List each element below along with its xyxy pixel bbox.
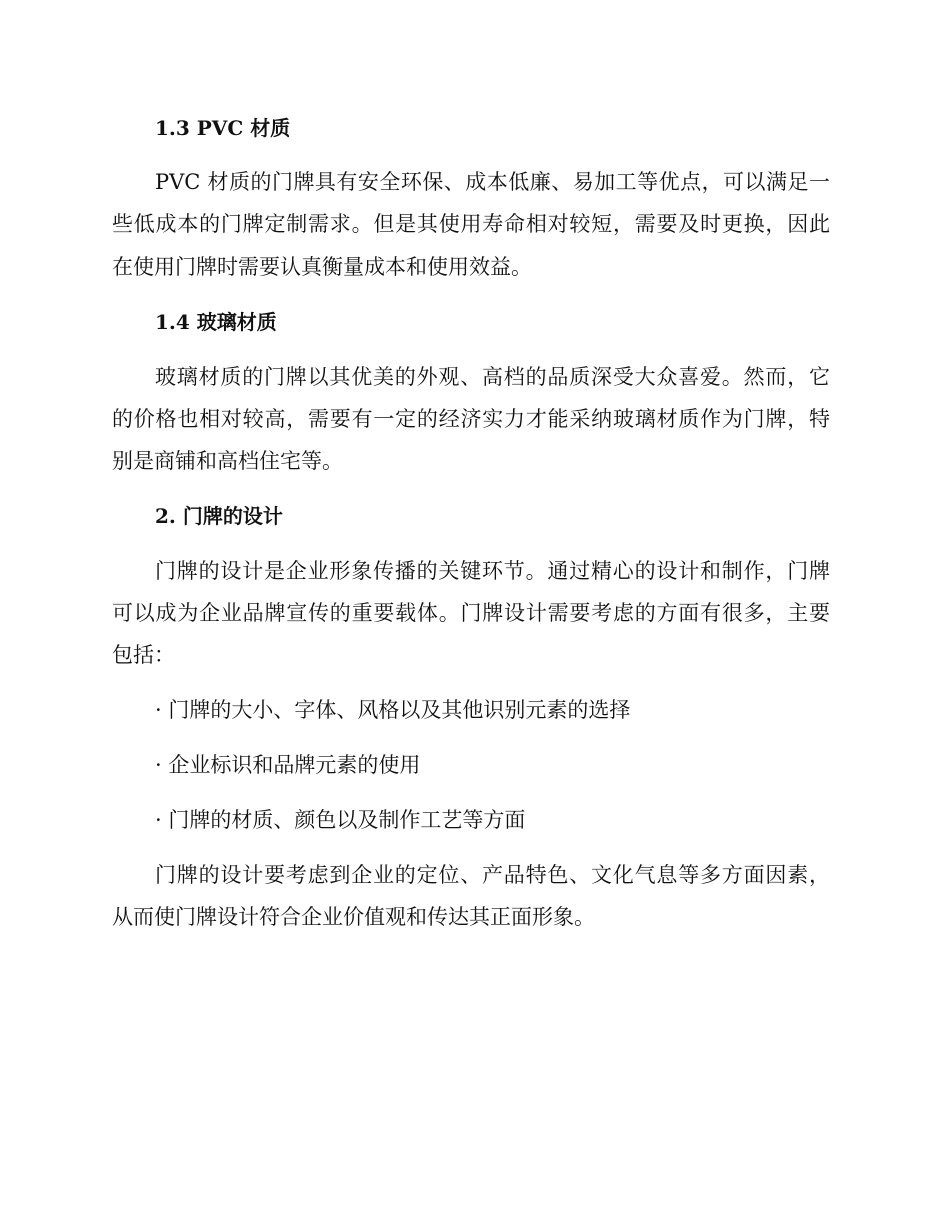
paragraph-line: 的价格也相对较高，需要有一定的经济实力才能采纳玻璃材质作为门牌，特	[112, 407, 830, 431]
paragraph-line: 玻璃材质的门牌以其优美的外观、高档的品质深受大众喜爱。然而，它	[155, 365, 830, 389]
section-heading-glass: 1.4 玻璃材质	[155, 310, 277, 334]
paragraph-line: 可以成为企业品牌宣传的重要载体。门牌设计需要考虑的方面有很多，主要	[112, 601, 830, 625]
paragraph-line: 别是商铺和高档住宅等。	[112, 449, 343, 473]
bullet-item: · 企业标识和品牌元素的使用	[155, 753, 421, 777]
section-heading-pvc: 1.3 PVC 材质	[155, 116, 291, 140]
paragraph-line: 在使用门牌时需要认真衡量成本和使用效益。	[112, 255, 532, 279]
paragraph-line: PVC 材质的门牌具有安全环保、成本低廉、易加工等优点，可以满足一	[155, 170, 830, 194]
bullet-item: · 门牌的大小、字体、风格以及其他识别元素的选择	[155, 698, 631, 722]
paragraph-line: 些低成本的门牌定制需求。但是其使用寿命相对较短，需要及时更换，因此	[112, 212, 830, 236]
paragraph-line: 从而使门牌设计符合企业价值观和传达其正面形象。	[112, 905, 595, 929]
section-heading-design: 2. 门牌的设计	[155, 504, 283, 528]
paragraph-line: 包括：	[112, 643, 175, 667]
paragraph-line: 门牌的设计是企业形象传播的关键环节。通过精心的设计和制作，门牌	[155, 559, 830, 583]
bullet-item: · 门牌的材质、颜色以及制作工艺等方面	[155, 808, 526, 832]
paragraph-line: 门牌的设计要考虑到企业的定位、产品特色、文化气息等多方面因素，	[155, 863, 830, 887]
